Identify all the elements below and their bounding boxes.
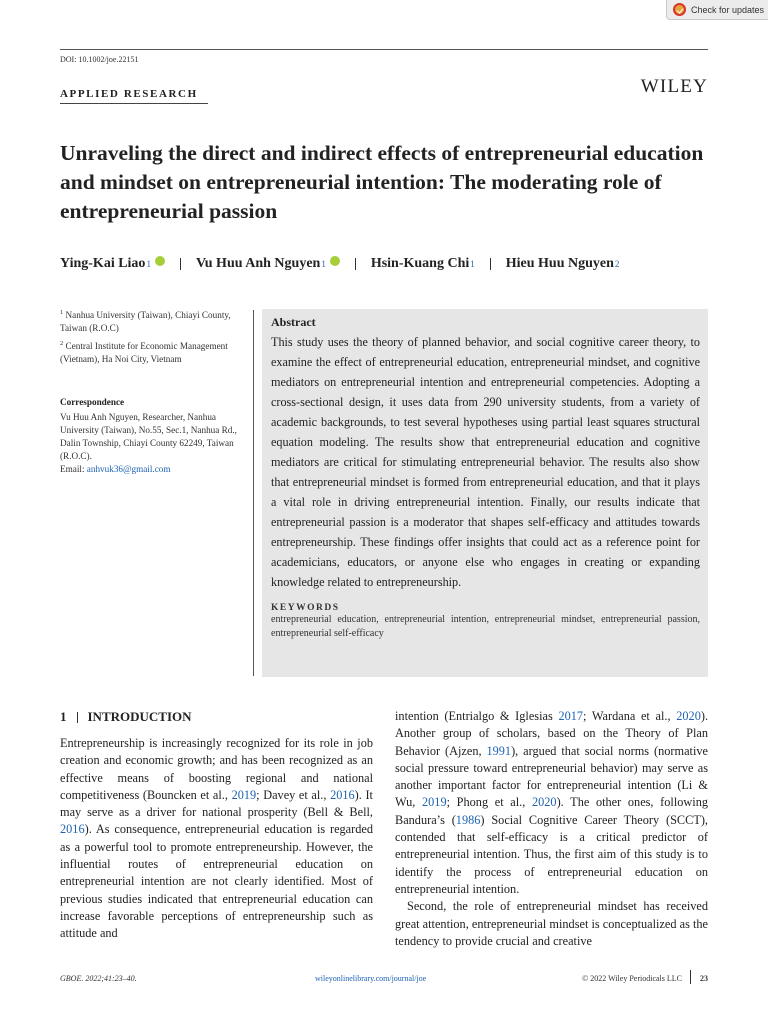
section-label: APPLIED RESEARCH — [60, 88, 198, 100]
orcid-icon[interactable] — [155, 256, 165, 266]
affiliation-2: $^2$ Central Institute for Economic Management (Vietnam), Ha Noi City, Vietnam — [60, 340, 228, 365]
footer-url-link[interactable]: wileyonlinelibrary.com/journal/joe — [315, 974, 427, 983]
author-name: Hieu Huu Nguyen — [505, 256, 614, 271]
check-updates-label: Check for updates — [691, 4, 765, 15]
author-3[interactable] — [371, 256, 475, 272]
citation-link[interactable]: 2017 — [558, 709, 584, 723]
citation-link[interactable]: 2020 — [676, 709, 701, 723]
intro-paragraph-3: Second, the role of entrepreneurial mindset has received great attention, entrepreneurial mindset is conceptualized as the tendency to provide crucial and creative — [395, 899, 708, 948]
author-name: Vu Huu Anh Nguyen — [195, 256, 321, 271]
citation-link[interactable]: 2016 — [330, 787, 355, 802]
citation-link[interactable]: 1986 — [455, 812, 481, 827]
correspondence-details: Vu Huu Anh Nguyen, Researcher, Nanhua University (Taiwan), No.55, Sec.1, Nanhua Rd., Dalin Township, Chiayi County 62249, Taiwan (R.O.C). Email: anhvuk36@gmail.com — [60, 412, 237, 474]
abstract-divider — [253, 310, 254, 676]
page-footer — [60, 974, 708, 990]
footer-separator — [690, 970, 691, 984]
keywords-text: entrepreneurial education, entrepreneurial intention, entrepreneurial mindset, entrepreneurial passion, entrepreneurial self-efficacy — [271, 614, 700, 639]
author-2[interactable] — [196, 256, 340, 272]
author-separator — [180, 258, 181, 270]
author-separator — [355, 258, 356, 270]
author-name: Ying-Kai Liao — [60, 256, 146, 271]
author-separator — [490, 258, 491, 270]
author-affiliation-mark: 1 — [321, 259, 326, 269]
doi: DOI: 10.1002/joe.22151 — [60, 55, 139, 64]
keywords-heading: KEYWORDS — [271, 603, 340, 613]
intro-paragraph-2: intention (Entrialgo & Iglesias 2017; Wardana et al., 2020). Another group of scholars, based on the Theory of Plan Behavior (Ajzen, 1991), argued that social norms (normative social pressure toward entrepreneurial behavior) may serve as another important factor for entrepreneurial intention (Li & Wu, 2019; Phong et al., 2020). The other ones, following Bandura’s (1986) Social Cognitive Career Theory (SCCT), contended that self-efficacy is a critical predictor of entrepreneurial intention. Thus, the first aim of this study is to identify the process of entrepreneurial education on entrepreneurial intention. — [395, 709, 709, 896]
abstract-text: This study uses the theory of planned behavior, and social cognitive career theory, to examine the effect of entrepreneurial education, entrepreneurial mindset, and cognitive mediators on entrepreneurial intention and entrepreneurial competencies. Adopting a cross-sectional design, it uses data from 290 university students, from a variety of academic backgrounds, to test several hypotheses using partial least squares structural equation modeling. The results show that entrepreneurial education and cognitive mediators are critical for stimulating entrepreneurial behavior. The results also show that entrepreneurial mindset is formed from entrepreneurial education, and that it plays a vital role in driving entrepreneurial intention. Finally, our results indicate that entrepreneurial passion is a moderator that shapes self-efficacy and attitudes towards entrepreneurship. These findings offer insights that could act as a reference point for academicians, educators, or anyone else who engages in creating or expanding knowledge related to entrepreneurship. — [271, 335, 700, 589]
author-4[interactable] — [506, 256, 620, 272]
author-affiliation-mark: 1 — [470, 259, 475, 269]
publisher-logo: WILEY — [640, 76, 708, 97]
citation-link[interactable]: 1991 — [486, 743, 512, 758]
citation-link[interactable]: 2020 — [531, 795, 557, 810]
section-heading-introduction: 1 INTRODUCTION — [60, 709, 192, 724]
email-link[interactable]: anhvuk36@gmail.com — [86, 464, 171, 474]
abstract-box — [262, 309, 708, 677]
correspondence-heading: Correspondence — [60, 397, 125, 407]
intro-paragraph-1: Entrepreneurship is increasingly recognized for its role in job creation and economic growth; and has been recognized as an effective means of boosting regional and national competitiveness (Bouncken et al., 2019; Davey et al., 2016). It may serve as a driver for national prosperity (Bell & Bell, 2016). As consequence, entrepreneurial education is regarded as a powerful tool to promote entrepreneurship. However, the influential routes of entrepreneurial education on entrepreneurial intention are not clearly identified. Most of previous studies indicated that entrepreneurial education can increase favorable perceptions of entrepreneurship such as attitude and — [60, 736, 373, 941]
page-number: 23 — [700, 974, 708, 983]
author-name: Hsin-Kuang Chi — [370, 256, 470, 271]
author-affiliation-mark: 1 — [146, 259, 151, 269]
author-affiliation-mark: 2 — [614, 259, 620, 269]
footer-copyright: © 2022 Wiley Periodicals LLC — [582, 974, 682, 983]
footer-journal: GBOE. 2022;41:23–40. — [60, 974, 137, 983]
section-label-underline — [60, 103, 208, 104]
column-left — [60, 708, 373, 943]
author-1[interactable] — [60, 256, 165, 272]
check-updates-icon — [673, 3, 686, 16]
citation-link[interactable]: 2019 — [422, 795, 447, 810]
citation-link[interactable]: 2019 — [231, 787, 257, 802]
column-right — [395, 708, 708, 950]
article-title: Unraveling the direct and indirect effects of entrepreneurial education and mindset on entrepreneurial intention: The moderating role of entrepreneurial passion — [60, 141, 704, 223]
check-for-updates-button[interactable] — [666, 0, 768, 20]
abstract-heading: Abstract — [271, 315, 316, 329]
author-list — [60, 256, 710, 272]
affiliation-1: $^1$ Nanhua University (Taiwan), Chiayi County, Taiwan (R.O.C) — [60, 309, 231, 334]
header-rule — [60, 49, 708, 50]
citation-link[interactable]: 2016 — [60, 822, 85, 837]
orcid-icon[interactable] — [330, 256, 340, 266]
